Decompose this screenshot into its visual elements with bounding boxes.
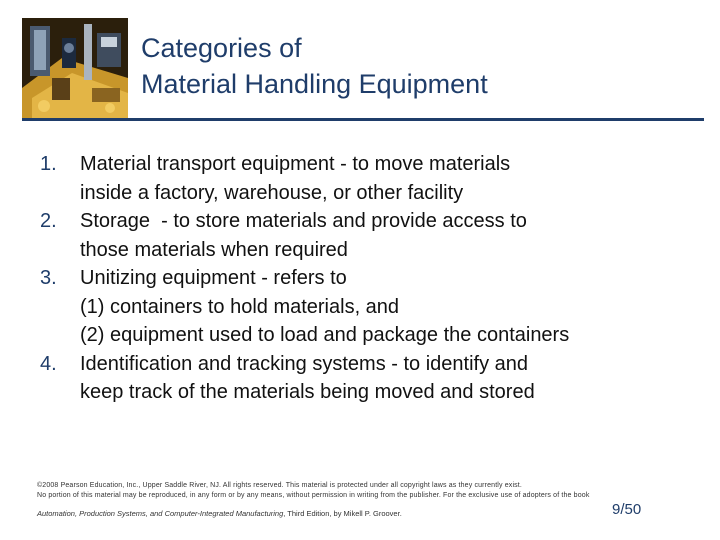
- list-text: Identification and tracking systems - to identify and: [80, 352, 529, 375]
- list-number: 3.: [40, 267, 57, 289]
- list-number: 4.: [40, 352, 57, 375]
- list-item: [40, 264, 700, 350]
- book-title: Automation, Production Systems, and Computer-Integrated Manufacturing: [37, 509, 284, 518]
- list-text: Material transport equipment - to move materials: [80, 153, 511, 175]
- page-number: 9/50: [612, 501, 642, 518]
- list-text: inside a factory, warehouse, or other facility: [80, 181, 464, 204]
- list-text: those materials when required: [80, 238, 348, 261]
- list-item: [40, 207, 700, 264]
- list-number: 2.: [40, 210, 57, 232]
- list-item: [40, 150, 700, 207]
- list-text: (2) equipment used to load and package the containers: [80, 324, 570, 346]
- copyright-notice: [37, 481, 677, 501]
- list-number: 1.: [40, 153, 57, 175]
- book-edition: , Third Edition, by Mikell P. Groover.: [283, 509, 402, 518]
- list-text: Unitizing equipment - refers to: [80, 267, 347, 289]
- factory-equipment-photo-icon: [22, 18, 128, 120]
- title-line-2: Material Handling Equipment: [141, 69, 488, 99]
- copyright-line-1: ©2008 Pearson Education, Inc., Upper Saddle River, NJ. All rights reserved. This material is protected under all copyright laws as they currently exist.: [37, 482, 522, 489]
- page-title: [141, 30, 701, 102]
- list-text: Storage - to store materials and provide access to: [80, 210, 527, 232]
- title-line-1: Categories of: [141, 33, 302, 63]
- list-item: [40, 350, 700, 407]
- list-text: (1) containers to hold materials, and: [80, 295, 400, 318]
- copyright-line-2: No portion of this material may be reproduced, in any form or by any means, without permission in writing from the publisher. For the exclusive use of adopters of the book: [37, 492, 590, 499]
- book-citation: [37, 509, 402, 518]
- title-underline: [128, 118, 704, 121]
- list-text: keep track of the materials being moved and stored: [80, 381, 535, 403]
- title-underline-left: [22, 118, 128, 121]
- category-list: [40, 150, 700, 407]
